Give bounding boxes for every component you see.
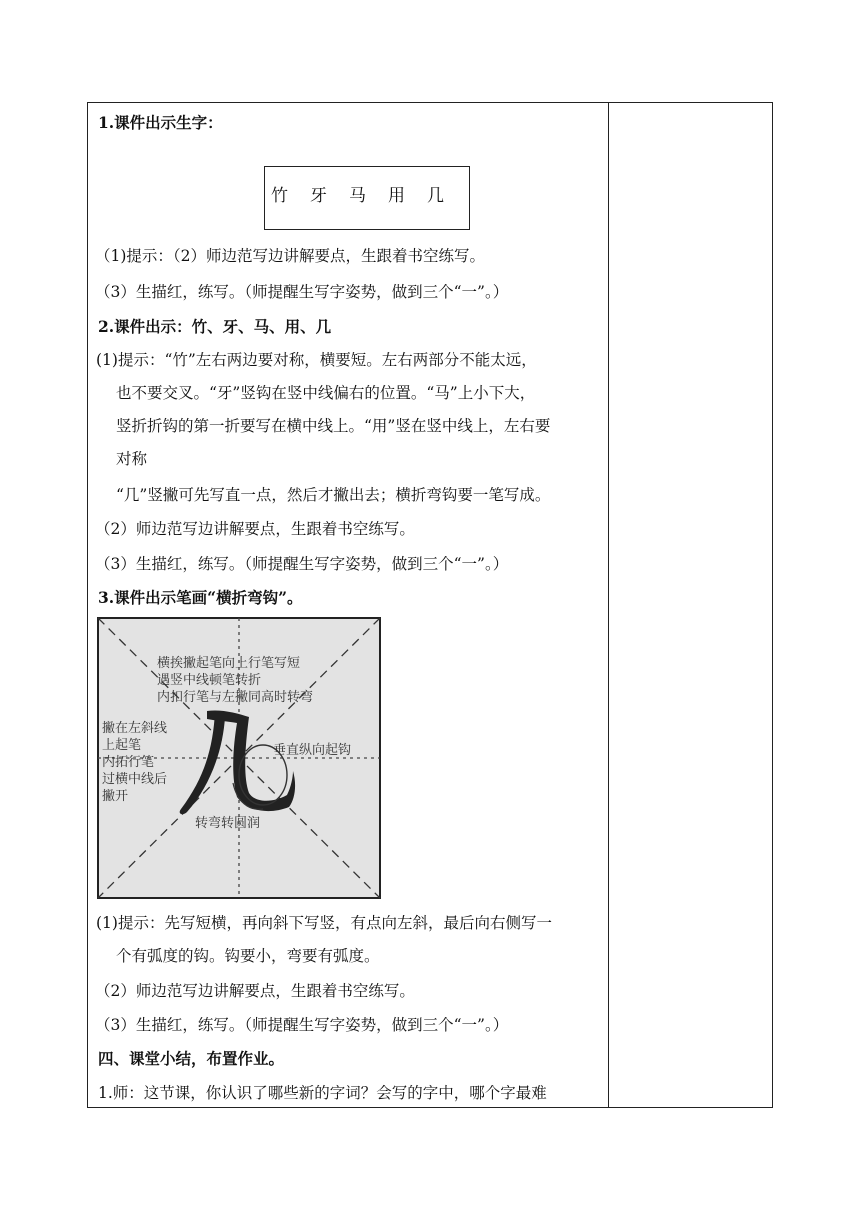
fig-label-left3: 内拓行笔	[102, 755, 155, 770]
section2-line: 竖折折钩的第一折要写在横中线上。“用”竖在竖中线上，左右要	[116, 417, 551, 435]
char-item: 几	[427, 186, 444, 206]
section2-heading: 2.课件出示：竹、牙、马、用、几	[98, 317, 332, 336]
fig-label-left1: 撇在左斜线	[102, 721, 168, 736]
section3-line: （2）师边范写边讲解要点，生跟着书空练写。	[95, 982, 415, 1000]
section1-line: （3）生描红，练写。（师提醒生写字姿势，做到三个“一”。）	[95, 283, 509, 301]
new-characters	[271, 181, 466, 206]
char-item: 用	[388, 186, 405, 206]
section2-line: 对称	[116, 450, 148, 468]
section2-line: “几”竖撇可先写直一点，然后才撇出去；横折弯钩要一笔写成。	[116, 486, 551, 504]
char-item: 竹	[271, 186, 288, 206]
fig-label-top3: 内扣行笔与左撇同高时转弯	[157, 690, 314, 705]
table-column-divider	[608, 102, 609, 1108]
section2-line: (1)提示：“竹”左右两边要对称，横要短。左右两部分不能太远，	[96, 351, 537, 369]
fig-label-top1: 横挨撇起笔向上行笔写短	[157, 656, 301, 671]
new-characters-box	[264, 166, 470, 230]
section2-line: 也不要交叉。“牙”竖钩在竖中线偏右的位置。“马”上小下大，	[116, 384, 536, 402]
section2-line: （2）师边范写边讲解要点，生跟着书空练写。	[95, 520, 415, 538]
section1-line: （1)提示：（2）师边范写边讲解要点，生跟着书空练写。	[95, 247, 486, 265]
fig-label-right: 垂直纵向起钩	[273, 743, 352, 758]
fig-label-bottom: 转弯转圆润	[195, 816, 261, 831]
fig-label-left5: 撇开	[102, 789, 129, 804]
fig-label-left2: 上起笔	[102, 738, 142, 753]
section3-heading: 3.课件出示笔画“横折弯钩”。	[98, 588, 303, 607]
section2-line: （3）生描红，练写。（师提醒生写字姿势，做到三个“一”。）	[95, 555, 509, 573]
section4-heading: 四、课堂小结，布置作业。	[98, 1049, 285, 1068]
char-item: 马	[349, 186, 366, 206]
fig-label-top2: 遇竖中线顿笔转折	[157, 673, 262, 688]
section3-line: （3）生描红，练写。（师提醒生写字姿势，做到三个“一”。）	[95, 1016, 509, 1034]
fig-label-left4: 过横中线后	[102, 772, 168, 787]
section1-heading: 1.课件出示生字：	[98, 113, 223, 132]
section3-line: (1)提示：先写短横，再向斜下写竖，有点向左斜，最后向右侧写一	[96, 914, 552, 932]
section3-line: 个有弧度的钩。钩要小，弯要有弧度。	[116, 947, 380, 965]
stroke-guide-figure	[97, 617, 381, 899]
char-item: 牙	[310, 186, 327, 206]
section4-line: 1.师：这节课，你认识了哪些新的字词？会写的字中，哪个字最难	[98, 1084, 547, 1102]
